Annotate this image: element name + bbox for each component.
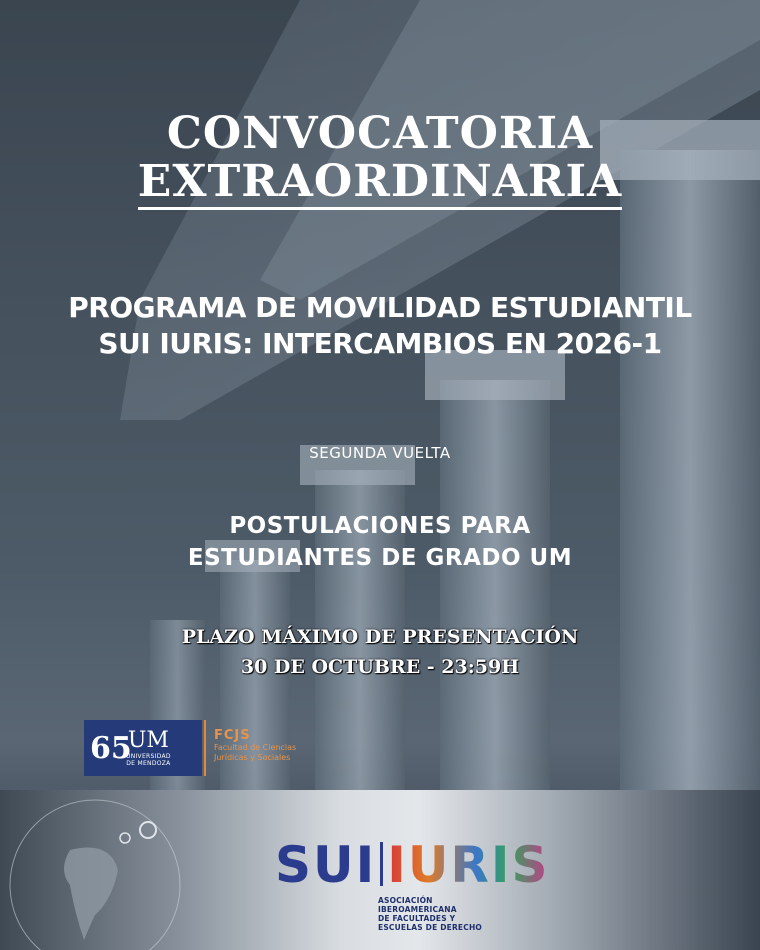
title-line-1: CONVOCATORIA — [166, 108, 594, 159]
um-abbr: UM — [127, 728, 169, 753]
um-65-mark: 65 — [90, 730, 132, 766]
um-name-line-2: DE MENDOZA — [126, 760, 171, 767]
fcjs-name: Facultad de Ciencias Jurídicas y Sociales — [214, 743, 297, 762]
applications-line-1: POSTULACIONES PARA — [229, 513, 531, 539]
assoc-line-1: ASOCIACIÓN — [378, 896, 433, 905]
um-logo — [84, 720, 202, 776]
sui-iuris-association — [378, 896, 482, 932]
iuris-text: IURIS — [387, 836, 550, 894]
applications-line-2: ESTUDIANTES DE GRADO UM — [187, 545, 573, 571]
um-wordmark — [126, 729, 171, 767]
deadline-block — [0, 622, 760, 682]
program-heading — [0, 290, 760, 362]
fcjs-abbr: FCJS — [214, 728, 251, 743]
assoc-line-4: ESCUELAS DE DERECHO — [378, 923, 483, 932]
assoc-line-3: DE FACULTADES Y — [378, 914, 456, 923]
program-line-1: PROGRAMA DE MOVILIDAD ESTUDIANTIL — [68, 291, 692, 324]
fcjs-logo — [204, 720, 324, 776]
program-line-2: SUI IURIS: INTERCAMBIOS EN 2026-1 — [98, 327, 662, 360]
title-line-2 — [0, 158, 760, 206]
applications-heading — [0, 510, 760, 574]
round-label: SEGUNDA VUELTA — [309, 444, 451, 462]
deadline-line-2: 30 DE OCTUBRE - 23:59H — [240, 656, 520, 678]
deadline-line-1: PLAZO MÁXIMO DE PRESENTACIÓN — [181, 626, 579, 648]
title-line-2-text: EXTRAORDINARIA — [138, 156, 622, 210]
sui-iuris-logo — [275, 838, 550, 892]
sui-divider — [380, 842, 383, 886]
sui-text: SUI — [275, 836, 377, 894]
assoc-line-2: IBEROAMERICANA — [378, 905, 457, 914]
um-name-line-1: UNIVERSIDAD — [126, 753, 171, 760]
